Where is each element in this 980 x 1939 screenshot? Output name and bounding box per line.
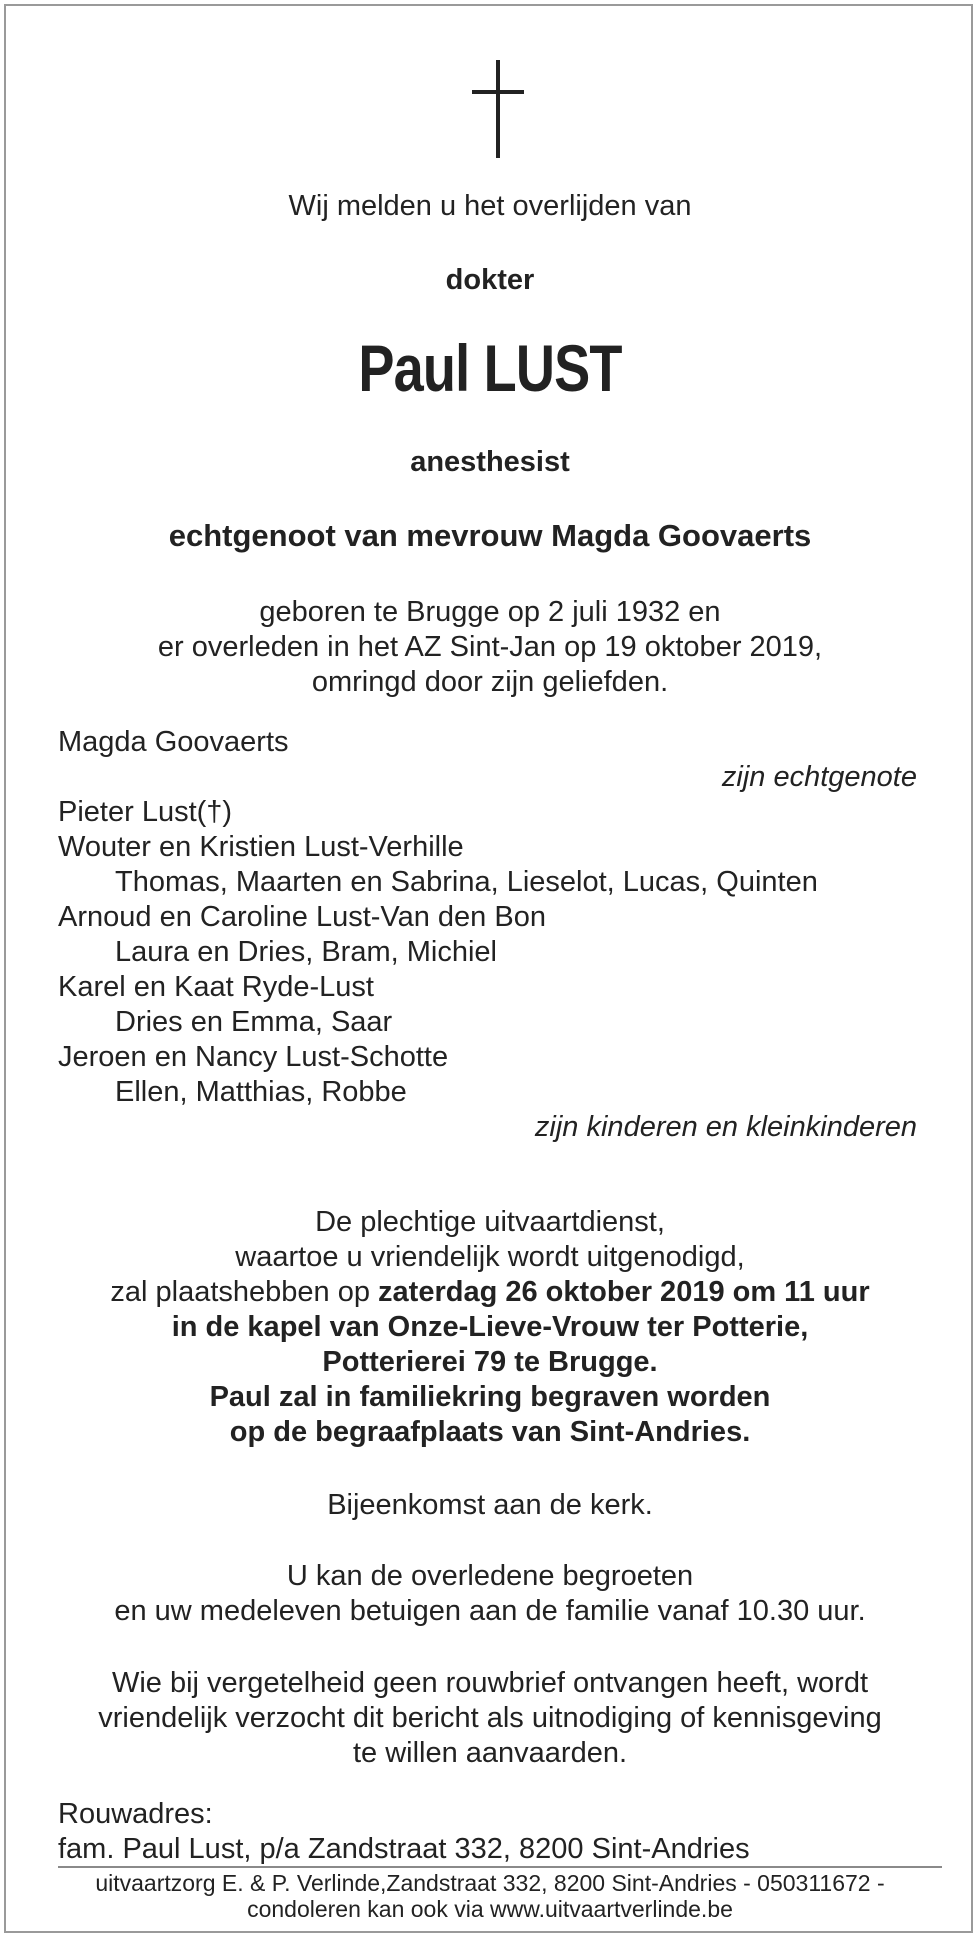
- ceremony-date-line: [0, 1274, 980, 1310]
- notice-line: Wie bij vergetelheid geen rouwbrief ontvangen heeft, wordt: [111, 1667, 869, 1699]
- ceremony-address: Potterierei 79 te Brugge.: [322, 1346, 658, 1378]
- notice-line: vriendelijk verzocht dit bericht als uitnodiging of kennisgeving: [98, 1702, 882, 1734]
- deceased-name: Paul LUST: [358, 331, 622, 405]
- child-entry: Pieter Lust(†): [58, 796, 233, 828]
- gathering-text: Bijeenkomst aan de kerk.: [327, 1489, 653, 1521]
- footer-line: condoleren kan ook via www.uitvaartverlinde.be: [247, 1896, 733, 1922]
- spouse-caption: zijn echtgenote: [721, 761, 917, 793]
- grandchildren-entry: Thomas, Maarten en Sabrina, Lieselot, Lucas, Quinten: [115, 866, 818, 898]
- cross-icon: [468, 60, 528, 160]
- address-value: fam. Paul Lust, p/a Zandstraat 332, 8200 Sint-Andries: [58, 1833, 750, 1865]
- grandchildren-entry: Ellen, Matthias, Robbe: [115, 1076, 407, 1108]
- notice-line: te willen aanvaarden.: [352, 1737, 628, 1769]
- burial-line: Paul zal in familiekring begraven worden: [209, 1381, 771, 1413]
- footer-divider: [58, 1866, 942, 1868]
- spouse-line: echtgenoot van mevrouw Magda Goovaerts: [168, 518, 812, 553]
- ceremony-line: waartoe u vriendelijk wordt uitgenodigd,: [235, 1241, 745, 1273]
- ceremony-date-prefix: zal plaatshebben op: [110, 1276, 379, 1308]
- spouse-name: Magda Goovaerts: [58, 726, 289, 758]
- birth-death-line: geboren te Brugge op 2 juli 1932 en: [259, 596, 721, 628]
- child-entry: Wouter en Kristien Lust-Verhille: [58, 831, 464, 863]
- address-label: Rouwadres:: [58, 1798, 213, 1830]
- birth-death-line: omringd door zijn geliefden.: [311, 666, 669, 698]
- ceremony-location: in de kapel van Onze-Lieve-Vrouw ter Potterie,: [171, 1311, 809, 1343]
- grandchildren-entry: Dries en Emma, Saar: [115, 1006, 393, 1038]
- child-entry: Arnoud en Caroline Lust-Van den Bon: [58, 901, 546, 933]
- grandchildren-entry: Laura en Dries, Bram, Michiel: [115, 936, 497, 968]
- ceremony-line: De plechtige uitvaartdienst,: [315, 1206, 665, 1238]
- children-caption: zijn kinderen en kleinkinderen: [534, 1111, 917, 1143]
- honorific-title: dokter: [445, 264, 535, 296]
- birth-death-line: er overleden in het AZ Sint-Jan op 19 oktober 2019,: [157, 631, 823, 663]
- child-entry: Karel en Kaat Ryde-Lust: [58, 971, 374, 1003]
- child-entry: Jeroen en Nancy Lust-Schotte: [58, 1041, 449, 1073]
- ceremony-date: zaterdag 26 oktober 2019 om 11 uur: [378, 1276, 870, 1308]
- footer-line: uitvaartzorg E. & P. Verlinde,Zandstraat 332, 8200 Sint-Andries - 050311672 -: [95, 1870, 885, 1896]
- visitation-line: U kan de overledene begroeten: [286, 1560, 694, 1592]
- visitation-line: en uw medeleven betuigen aan de familie vanaf 10.30 uur.: [114, 1595, 866, 1627]
- profession-text: anesthesist: [410, 446, 570, 478]
- burial-line: op de begraafplaats van Sint-Andries.: [229, 1416, 751, 1448]
- announcement-text: Wij melden u het overlijden van: [288, 190, 692, 222]
